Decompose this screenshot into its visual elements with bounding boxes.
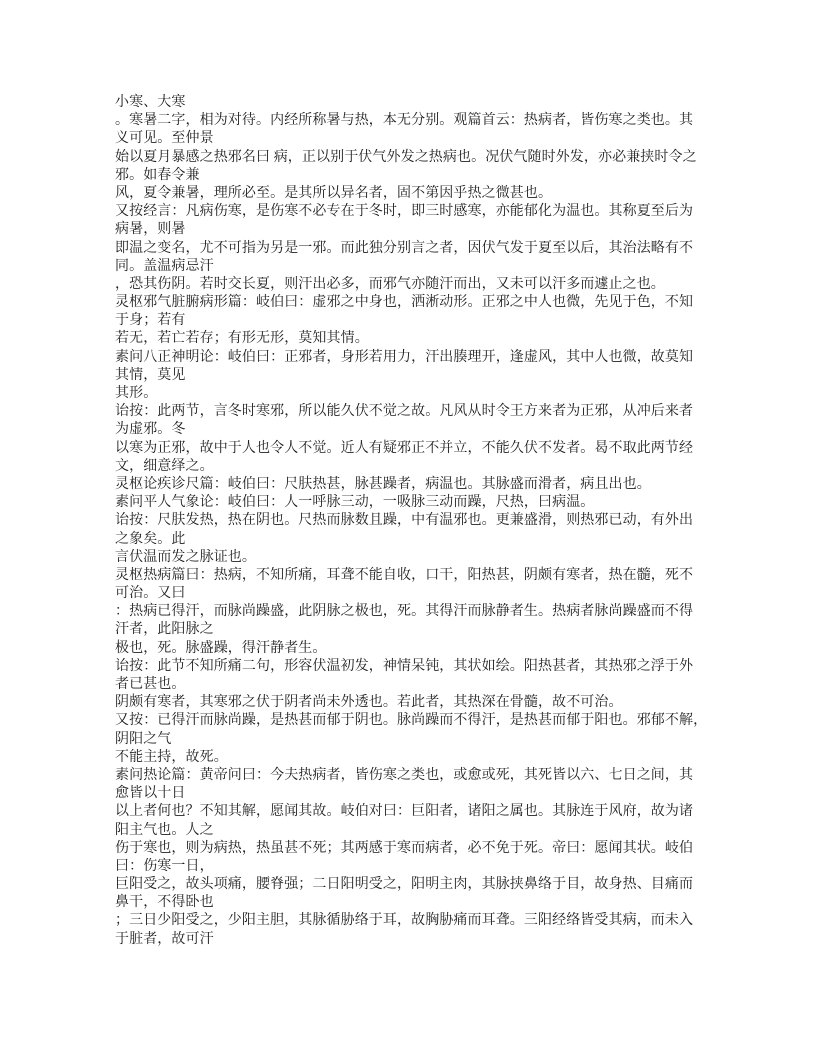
- text-line: 于身；若有: [115, 313, 186, 329]
- text-line: 灵枢热病篇曰：热病，不知所痛，耳聋不能自收，口干，阳热甚，阴颇有寒者，热在髓，死不: [115, 567, 694, 583]
- text-line: ，恐其伤阴。若时交长夏，则汗出必多，而邪气亦随汗而出，又未可以汗多而遽止之也。: [115, 276, 665, 292]
- text-line: 为虚邪。冬: [115, 422, 186, 438]
- text-line: 同。盖温病忌汗: [115, 258, 214, 274]
- document-body-text: [115, 94, 707, 949]
- text-line: 阴阳之气: [115, 731, 172, 747]
- text-line: 以寒为正邪，故中于人也令人不觉。近人有疑邪正不并立，不能久伏不发者。曷不取此两节经: [115, 440, 694, 456]
- text-line: 其情，莫见: [115, 367, 186, 383]
- text-line: 鼻干，不得卧也: [115, 895, 214, 911]
- text-line: 文，细意绎之。: [115, 458, 214, 474]
- text-line: 曰：伤寒一日，: [115, 858, 214, 874]
- text-line: 诒按：此两节，言冬时寒邪，所以能久伏不觉之故。凡风从时令王方来者为正邪，从冲后来者: [115, 404, 694, 420]
- text-line: 阴颇有寒者，其寒邪之伏于阴者尚未外透也。若此者，其热深在骨髓，故不可治。: [115, 695, 623, 711]
- text-line: 诒按：尺肤发热，热在阴也。尺热而脉数且躁，中有温邪也。更兼盛滑，则热邪已动，有外出: [115, 513, 694, 529]
- text-line: 诒按：此节不知所痛二句，形容伏温初发，神情呆钝，其状如绘。阳热甚者，其热邪之浮于外: [115, 658, 694, 674]
- text-line: 以上者何也？不知其解，愿闻其故。岐伯对曰：巨阳者，诸阳之属也。其脉连于风府，故为诸: [115, 804, 694, 820]
- text-line: 伤于寒也，则为病热，热虽甚不死；其两感于寒而病者，必不免于死。帝曰：愿闻其状。岐伯: [115, 840, 694, 856]
- text-line: 病暑，则暑: [115, 222, 186, 238]
- text-line: 又按：已得汗而脉尚躁，是热甚而郁于阴也。脉尚躁而不得汗，是热甚而郁于阳也。邪郁不解，: [115, 713, 708, 729]
- text-line: 素问平人气象论：岐伯曰：人一呼脉三动，一吸脉三动而躁，尺热，曰病温。: [115, 495, 595, 511]
- text-line: 即温之变名，尤不可指为另是一邪。而此独分别言之者，因伏气发于夏至以后，其治法略有不: [115, 240, 694, 256]
- text-line: ：热病已得汗，而脉尚躁盛，此阴脉之极也，死。其得汗而脉静者生。热病者脉尚躁盛而不得: [115, 604, 694, 620]
- text-line: 之象矣。此: [115, 531, 186, 547]
- text-line: 巨阳受之，故头项痛，腰脊强；二日阳明受之，阳明主肉，其脉挟鼻络于目，故身热、目痛而: [115, 877, 694, 893]
- text-line: 灵枢邪气脏腑病形篇：岐伯曰：虚邪之中身也，洒淅动形。正邪之中人也微，先见于色，不知: [115, 295, 694, 311]
- text-line: 小寒、大寒: [115, 95, 186, 110]
- text-line: 邪。如春令兼: [115, 167, 200, 183]
- text-line: 素问八正神明论：岐伯曰：正邪者，身形若用力，汗出腠理开，逢虚风，其中人也微，故莫知: [115, 349, 694, 365]
- text-line: ；三日少阳受之，少阳主胆，其脉循胁络于耳，故胸胁痛而耳聋。三阳经络皆受其病，而未入: [115, 913, 694, 929]
- text-line: 不能主持，故死。: [115, 749, 228, 765]
- text-line: 始以夏月暴感之热邪名曰 病，正以别于伏气外发之热病也。况伏气随时外发，亦必兼挟时令之: [115, 149, 697, 165]
- text-line: 愈皆以十日: [115, 786, 186, 802]
- text-line: 汗者，此阳脉之: [115, 622, 214, 638]
- text-line: 言伏温而发之脉证也。: [115, 549, 256, 565]
- text-line: 阳主气也。人之: [115, 822, 214, 838]
- text-line: 。寒暑二字，相为对待。内经所称暑与热，本无分别。观篇首云：热病者，皆伤寒之类也。其: [115, 113, 694, 129]
- text-line: 风，夏令兼暑，理所必至。是其所以异名者，固不第因乎热之微甚也。: [115, 185, 553, 201]
- text-line: 可治。又曰: [115, 586, 186, 602]
- text-line: 灵枢论疾诊尺篇：岐伯曰：尺肤热甚，脉甚躁者，病温也。其脉盛而滑者，病且出也。: [115, 476, 651, 492]
- text-line: 素问热论篇：黄帝问曰：今夫热病者，皆伤寒之类也，或愈或死，其死皆以六、七日之间，其: [115, 767, 694, 783]
- text-line: 极也，死。脉盛躁，得汗静者生。: [115, 640, 327, 656]
- text-line: 义可见。至仲景: [115, 131, 214, 147]
- text-line: 其形。: [115, 386, 158, 401]
- text-line: 又按经言：凡病伤寒，是伤寒不必专在于冬时，即三时感寒，亦能郁化为温也。其称夏至后为: [115, 204, 694, 220]
- text-line: 若无，若亡若存；有形无形，莫知其情。: [115, 331, 369, 347]
- text-line: 于脏者，故可汗: [115, 931, 214, 947]
- text-line: 者已甚也。: [115, 677, 186, 692]
